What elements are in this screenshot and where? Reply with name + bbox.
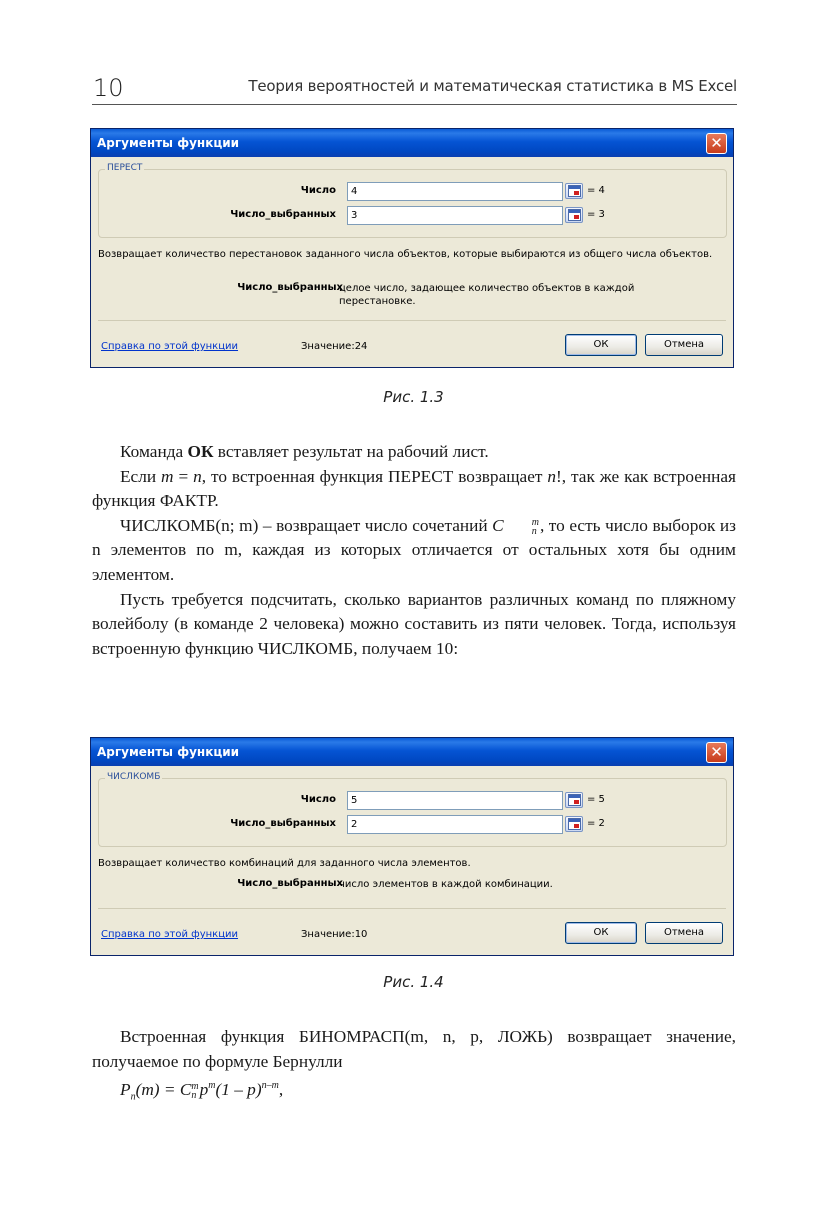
arg-result-number: = 4	[587, 185, 605, 196]
function-name-legend: ЧИСЛКОМБ	[107, 772, 161, 782]
range-select-icon	[568, 818, 581, 830]
collapse-dialog-button-number[interactable]	[565, 183, 583, 199]
function-args-group	[98, 772, 727, 847]
dialog-separator	[98, 320, 726, 321]
help-link[interactable]: Справка по этой функции	[101, 341, 239, 352]
arg-input-number[interactable]: 4	[347, 182, 563, 201]
arg-label-number-chosen: Число_выбранных	[230, 818, 336, 829]
dialog-titlebar[interactable]	[91, 738, 733, 766]
arg-label-number: Число	[300, 185, 336, 196]
close-button[interactable]	[706, 742, 727, 763]
function-args-group	[98, 163, 727, 238]
arg-result-number-chosen: = 3	[587, 209, 605, 220]
dialog-title: Аргументы функции	[97, 136, 240, 150]
arg-result-number: = 5	[587, 794, 605, 805]
close-icon: ✕	[710, 134, 723, 152]
formula-result-value: Значение:24	[301, 341, 368, 352]
header-divider	[92, 104, 737, 105]
close-button[interactable]	[706, 133, 727, 154]
ok-button[interactable]: ОК	[565, 922, 637, 944]
figure-caption-1-3: Рис. 1.3	[383, 388, 444, 406]
running-title: Теория вероятностей и математическая статистика в MS Excel	[248, 77, 737, 95]
paragraph-ok-command: Команда ОК вставляет результат на рабочий лист.	[120, 442, 489, 461]
close-icon: ✕	[710, 743, 723, 761]
param-description-label: Число_выбранных	[237, 282, 343, 293]
param-description-label: Число_выбранных	[237, 878, 343, 889]
arg-input-number-chosen[interactable]: 2	[347, 815, 563, 834]
param-description-text: число элементов в каждой комбинации.	[339, 879, 553, 890]
cancel-button[interactable]: Отмена	[645, 922, 723, 944]
range-select-icon	[568, 185, 581, 197]
collapse-dialog-button-number-chosen[interactable]	[565, 816, 583, 832]
body-text-block-1	[92, 440, 736, 661]
dialog-titlebar[interactable]	[91, 129, 733, 157]
function-name-legend: ПЕРЕСТ	[107, 163, 143, 173]
formula-result-value: Значение:10	[301, 929, 368, 940]
paragraph-binomrasp: Встроенная функция БИНОМРАСП(m, n, p, ЛОЖЬ) возвращает значение, получаемое по формуле Бернулли	[92, 1027, 736, 1071]
function-description: Возвращает количество комбинаций для заданного числа элементов.	[98, 858, 471, 869]
dialog-separator	[98, 908, 726, 909]
function-arguments-dialog-chislkomb	[90, 737, 734, 956]
paragraph-volleyball-example: Пусть требуется подсчитать, сколько вариантов различных команд по пляжному волейболу (в команде 2 человека) можно составить из пяти человек. Тогда, используя встроенную функцию ЧИСЛКОМБ, получаем 10:	[92, 589, 736, 658]
cancel-button[interactable]: Отмена	[645, 334, 723, 356]
param-description-text: целое число, задающее количество объектов в каждой перестановке.	[339, 283, 635, 307]
range-select-icon	[568, 794, 581, 806]
arg-input-number[interactable]: 5	[347, 791, 563, 810]
function-description: Возвращает количество перестановок заданного числа объектов, которые выбираются из общего числа объектов.	[98, 249, 713, 260]
paragraph-perest-factr: Если m = n, то встроенная функция ПЕРЕСТ возвращает n!, так же как встроенная функция ФАКТР.	[92, 466, 736, 511]
collapse-dialog-button-number[interactable]	[565, 792, 583, 808]
figure-caption-1-4: Рис. 1.4	[383, 973, 444, 991]
dialog-title: Аргументы функции	[97, 745, 240, 759]
function-arguments-dialog-perest	[90, 128, 734, 368]
arg-result-number-chosen: = 2	[587, 818, 605, 829]
paragraph-chislkomb: ЧИСЛКОМБ(n; m) – возвращает число сочетаний C m n , то есть число выборок из n элементов по m, каждая из которых отличается от остальных хотя бы одним элементом.	[92, 515, 736, 584]
collapse-dialog-button-number-chosen[interactable]	[565, 207, 583, 223]
page-number: 10	[93, 74, 124, 102]
arg-label-number-chosen: Число_выбранных	[230, 209, 336, 220]
bernoulli-formula: $P_n(m) = C$ m n $p^m(1 - p)^{n-m}$,	[120, 1080, 284, 1103]
ok-button[interactable]: ОК	[565, 334, 637, 356]
arg-label-number: Число	[300, 794, 336, 805]
range-select-icon	[568, 209, 581, 221]
body-text-block-2	[92, 1025, 736, 1074]
arg-input-number-chosen[interactable]: 3	[347, 206, 563, 225]
help-link[interactable]: Справка по этой функции	[101, 929, 239, 940]
